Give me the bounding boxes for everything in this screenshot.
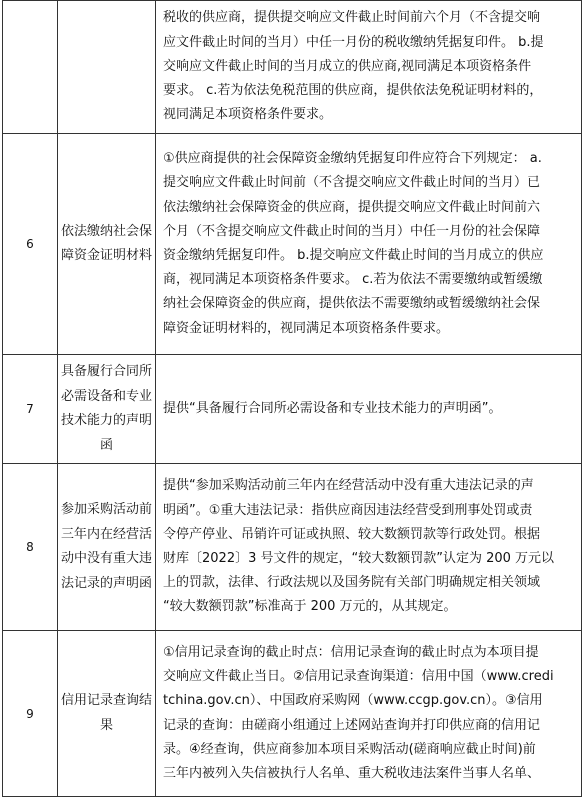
content-line: 应文件截止时间的当月）中任一月份的税收缴纳凭据复印件。 b.提 [163,34,544,50]
row-number: 6 [3,134,58,355]
content-line: “较大数额罚款”标准高于 200 万元的，从其规定。 [163,599,457,615]
content-line: 依法缴纳社会保障资金的供应商，提供提交响应文件截止时间前六 [163,199,541,215]
row-item-name: 具备履行合同所必需设备和专业技术能力的声明函 [58,355,156,464]
content-line: 障资金证明材料的，视同满足本项资格条件要求。 [163,320,450,336]
content-line: 录。④经查询，供应商参加本项目采购活动(磋商响应截止时间)前 [163,741,536,757]
content-line: 要求。 c.若为依法免税范围的供应商，提供依法免税证明材料的， [163,83,543,99]
row-item-name: 依法缴纳社会保障资金证明材料 [58,134,156,355]
content-line: 纳社会保障资金的供应商，提供依法不需要缴纳或暂缓缴纳社会保 [163,296,541,312]
row-number: 8 [3,464,58,631]
content-line: 三年内被列入失信被执行人名单、重大税收违法案件当事人名单、 [163,765,541,781]
content-line: 税收的供应商，提供提交响应文件截止时间前六个月（不含提交响 [163,10,541,26]
table-row [3,464,582,631]
content-line: 交响应文件截止时间的当月成立的供应商,视同满足本项资格条件 [163,58,532,74]
row-number: 7 [3,355,58,464]
row-content [156,631,582,797]
row-number: 9 [3,631,58,797]
content-line: 视同满足本项资格条件要求。 [163,107,333,123]
row-content [156,464,582,631]
table-row [3,631,582,797]
content-line: 记录的查询：由磋商小组通过上述网站查询并打印供应商的信用记 [163,717,541,733]
content-line: 商，视同满足本项资格条件要求。 c.若为依法不需要缴纳或暂缓缴 [163,272,543,288]
row-content [156,355,582,464]
content-line: ①信用记录查询的截止时点：信用记录查询的截止时点为本项目提 [163,644,539,660]
content-line: tchina.gov.cn）、中国政府采购网（www.ccgp.gov.cn）。③信用 [163,693,543,709]
content-line: 资金缴纳凭据复印件。 b.提交响应文件截止时间的当月成立的供应 [163,248,544,263]
content-line: 上的罚款，法律、行政法规以及国务院有关部门明确规定相关领域 [163,575,541,591]
row-item-name: 信用记录查询结果 [58,631,156,797]
row-item-name: 参加采购活动前三年内在经营活动中没有重大违法记录的声明函 [58,464,156,631]
content-line: 财库〔2022〕3 号文件的规定，“较大数额罚款”认定为 200 万元以 [163,551,555,566]
content-line: 提供“参加采购活动前三年内在经营活动中没有重大违法记录的声 [163,478,534,494]
content-line: 个月（不含提交响应文件截止时间的当月）中任一月份的社会保障 [163,223,541,239]
row-content [156,134,582,355]
row-item-name [58,1,156,134]
content-line: 提供“具备履行合同所必需设备和专业技术能力的声明函”。 [163,400,502,416]
table-row [3,355,582,464]
row-number [3,1,58,134]
qualification-table [2,0,582,797]
table-row [3,134,582,355]
content-line: 提交响应文件截止时间前（不含提交响应文件截止时间的当月）已 [163,175,541,191]
content-line: ①供应商提供的社会保障资金缴纳凭据复印件应符合下列规定： a. [163,151,542,167]
table-row [3,1,582,134]
content-line: 令停产停业、吊销许可证或执照、较大数额罚款等行政处罚。根据 [163,526,541,542]
content-line: 明函”。①重大违法记录：指供应商因违法经营受到刑事处罚或责 [163,502,533,518]
row-content [156,1,582,134]
content-line: 交响应文件截止当日。②信用记录查询渠道：信用中国（www.credi [163,669,554,685]
